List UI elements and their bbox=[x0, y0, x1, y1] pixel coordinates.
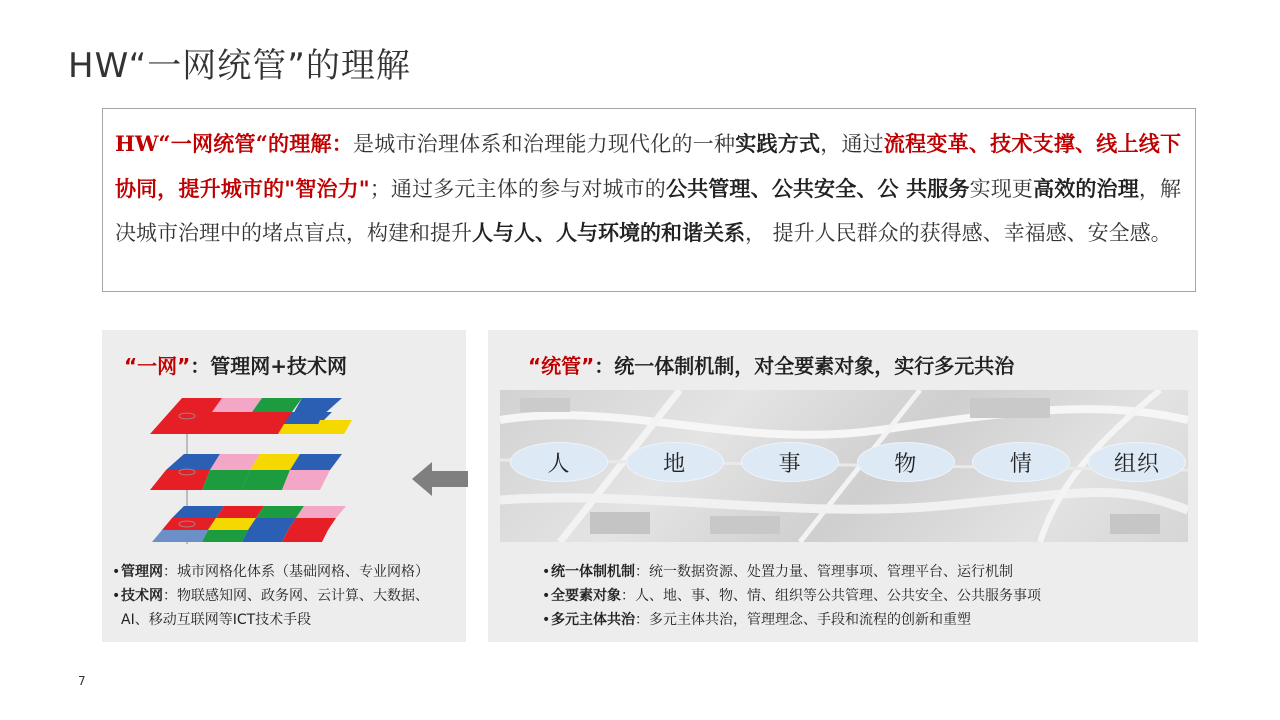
unified-management-panel bbox=[488, 330, 1198, 642]
definition-bold: 实践方式 bbox=[735, 131, 821, 156]
page-title: HW“一网统管”的理解 bbox=[68, 46, 411, 86]
list-item bbox=[542, 560, 1182, 584]
one-network-heading bbox=[124, 350, 347, 379]
unified-heading-rest: ：统一体制机制，对全要素对象，实行多元共治 bbox=[594, 354, 1015, 378]
definition-seg: ， 提升人民群众的获得感、幸福感、安全感。 bbox=[745, 221, 1172, 245]
bullet-key: 全要素对象 bbox=[551, 588, 621, 604]
bullet-text: ：多元主体共治，管理理念、手段和流程的创新和重塑 bbox=[635, 612, 971, 628]
bullet-text: AI、移动互联网等ICT技术手段 bbox=[121, 612, 312, 628]
definition-seg: 实现更 bbox=[969, 176, 1034, 201]
definition-seg: 是城市治理体系和治理能力现代化的一种 bbox=[352, 132, 736, 156]
list-item bbox=[112, 584, 462, 608]
one-network-heading-quote: “一网” bbox=[124, 354, 191, 378]
bullet-text: ：物联感知网、政务网、云计算、大数据、 bbox=[163, 588, 429, 604]
definition-text bbox=[115, 122, 1181, 256]
pill-object: 物 bbox=[857, 442, 955, 482]
grid-layers-illustration bbox=[132, 394, 432, 554]
bullet-text: ：城市网格化体系（基础网格、专业网格） bbox=[163, 564, 429, 580]
list-item bbox=[542, 608, 1182, 632]
definition-highlight: 流程变革、技术支撑、线上线下协同，提升城市的"智治力" bbox=[115, 131, 1182, 201]
layer-top bbox=[150, 398, 352, 434]
pill-place: 地 bbox=[626, 442, 724, 482]
pill-organization: 组织 bbox=[1088, 442, 1186, 482]
unified-heading-quote: “统管” bbox=[528, 354, 595, 378]
bullet-key: 多元主体共治 bbox=[551, 612, 635, 628]
pill-event: 事 bbox=[741, 442, 839, 482]
definition-seg: ，解决城市治理中的堵点盲点，构建和提升 bbox=[115, 176, 1182, 245]
list-item bbox=[112, 608, 462, 632]
bullet-key: 管理网 bbox=[121, 564, 163, 580]
element-pill-row bbox=[510, 442, 1186, 484]
unified-management-heading bbox=[528, 350, 1014, 379]
definition-lead: HW“一网统管“的理解： bbox=[115, 131, 353, 156]
definition-bold: 公共管理、公共安全、公 共服务 bbox=[665, 175, 970, 201]
pill-person: 人 bbox=[510, 442, 608, 482]
layer-bottom bbox=[152, 506, 346, 542]
one-network-heading-rest: ：管理网+技术网 bbox=[190, 354, 348, 378]
page-number: 7 bbox=[78, 674, 86, 688]
bullet-text: ：人、地、事、物、情、组织等公共管理、公共安全、公共服务事项 bbox=[621, 588, 1041, 604]
bullet-text: ：统一数据资源、处置力量、管理事项、管理平台、运行机制 bbox=[635, 564, 1013, 580]
bullet-key: 技术网 bbox=[121, 588, 163, 604]
one-network-bullets bbox=[112, 560, 462, 632]
unified-management-bullets bbox=[542, 560, 1182, 632]
definition-seg: ，通过 bbox=[820, 132, 884, 156]
definition-bold: 人与人、人与环境的和谐关系 bbox=[472, 220, 745, 245]
definition-seg: ；通过多元主体的参与对城市的 bbox=[369, 176, 666, 201]
pill-situation: 情 bbox=[972, 442, 1070, 482]
list-item bbox=[542, 584, 1182, 608]
definition-bold: 高效的治理 bbox=[1033, 175, 1139, 201]
bullet-key: 统一体制机制 bbox=[551, 564, 635, 580]
list-item bbox=[112, 560, 462, 584]
city-map-background bbox=[500, 390, 1188, 542]
arrow-left-icon bbox=[412, 462, 468, 496]
definition-box bbox=[102, 108, 1196, 292]
